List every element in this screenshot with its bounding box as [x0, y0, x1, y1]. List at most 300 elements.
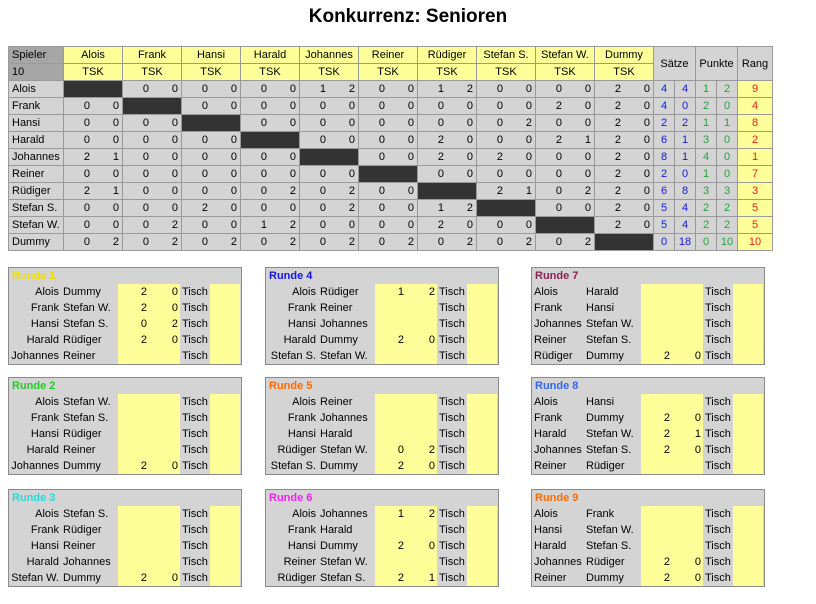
- score-against[interactable]: 0: [329, 166, 359, 183]
- score-for[interactable]: 0: [359, 115, 389, 132]
- score-against[interactable]: 0: [152, 183, 182, 200]
- tisch-number-field[interactable]: [733, 442, 763, 458]
- score-against[interactable]: 0: [329, 115, 359, 132]
- score-for[interactable]: 2: [595, 98, 625, 115]
- score-for[interactable]: 0: [477, 234, 507, 251]
- score-away[interactable]: 0: [672, 410, 703, 426]
- tisch-number-field[interactable]: [467, 426, 497, 442]
- score-against[interactable]: 2: [152, 217, 182, 234]
- score-away[interactable]: 0: [149, 570, 180, 586]
- score-for[interactable]: 0: [64, 166, 94, 183]
- score-home[interactable]: [375, 316, 406, 332]
- score-home[interactable]: [641, 316, 672, 332]
- score-home[interactable]: 2: [641, 554, 672, 570]
- score-for[interactable]: 0: [182, 217, 212, 234]
- score-home[interactable]: [641, 300, 672, 316]
- score-for[interactable]: 0: [359, 183, 389, 200]
- score-for[interactable]: 0: [300, 115, 330, 132]
- score-for[interactable]: 0: [359, 132, 389, 149]
- score-for[interactable]: 0: [241, 200, 271, 217]
- score-for[interactable]: 2: [536, 98, 566, 115]
- tisch-number-field[interactable]: [467, 300, 497, 316]
- score-against[interactable]: 2: [93, 234, 123, 251]
- score-home[interactable]: 2: [375, 538, 406, 554]
- tisch-number-field[interactable]: [733, 506, 763, 522]
- score-for[interactable]: 0: [536, 200, 566, 217]
- score-home[interactable]: [375, 348, 406, 364]
- score-against[interactable]: 0: [624, 115, 654, 132]
- score-against[interactable]: 0: [624, 217, 654, 234]
- score-against[interactable]: 2: [565, 183, 595, 200]
- score-against[interactable]: 0: [152, 200, 182, 217]
- score-for[interactable]: 0: [536, 166, 566, 183]
- tisch-number-field[interactable]: [467, 458, 497, 474]
- tisch-number-field[interactable]: [733, 554, 763, 570]
- score-against[interactable]: 2: [329, 81, 359, 98]
- score-home[interactable]: 2: [641, 442, 672, 458]
- score-for[interactable]: 0: [359, 149, 389, 166]
- score-against[interactable]: 2: [329, 183, 359, 200]
- score-home[interactable]: 1: [375, 506, 406, 522]
- score-away[interactable]: [672, 522, 703, 538]
- score-away[interactable]: [149, 426, 180, 442]
- score-against[interactable]: 0: [624, 98, 654, 115]
- score-against[interactable]: 2: [447, 234, 477, 251]
- score-for[interactable]: 0: [359, 81, 389, 98]
- score-against[interactable]: 0: [211, 98, 241, 115]
- score-home[interactable]: [641, 332, 672, 348]
- tisch-number-field[interactable]: [467, 570, 497, 586]
- score-home[interactable]: [118, 538, 149, 554]
- score-against[interactable]: 0: [388, 115, 418, 132]
- score-home[interactable]: 2: [118, 300, 149, 316]
- score-away[interactable]: [406, 410, 437, 426]
- score-home[interactable]: [118, 394, 149, 410]
- score-for[interactable]: 0: [300, 183, 330, 200]
- score-against[interactable]: 0: [270, 166, 300, 183]
- tisch-number-field[interactable]: [210, 458, 240, 474]
- tisch-number-field[interactable]: [467, 284, 497, 300]
- score-away[interactable]: 0: [406, 538, 437, 554]
- score-home[interactable]: [118, 522, 149, 538]
- score-against[interactable]: 0: [447, 115, 477, 132]
- score-against[interactable]: 2: [329, 200, 359, 217]
- score-away[interactable]: 2: [149, 316, 180, 332]
- score-against[interactable]: 0: [388, 200, 418, 217]
- score-for[interactable]: 0: [418, 98, 448, 115]
- score-away[interactable]: 0: [406, 458, 437, 474]
- score-away[interactable]: 2: [406, 284, 437, 300]
- score-away[interactable]: [672, 316, 703, 332]
- tisch-number-field[interactable]: [467, 410, 497, 426]
- score-for[interactable]: 0: [182, 149, 212, 166]
- tisch-number-field[interactable]: [210, 316, 240, 332]
- score-for[interactable]: 0: [300, 98, 330, 115]
- tisch-number-field[interactable]: [210, 284, 240, 300]
- score-for[interactable]: 0: [64, 115, 94, 132]
- score-home[interactable]: 2: [641, 426, 672, 442]
- score-home[interactable]: [641, 394, 672, 410]
- score-away[interactable]: 0: [149, 300, 180, 316]
- score-home[interactable]: 2: [118, 284, 149, 300]
- score-home[interactable]: 2: [118, 458, 149, 474]
- tisch-number-field[interactable]: [467, 332, 497, 348]
- score-against[interactable]: 0: [388, 132, 418, 149]
- score-away[interactable]: [672, 300, 703, 316]
- score-for[interactable]: 1: [418, 81, 448, 98]
- score-home[interactable]: [375, 554, 406, 570]
- score-away[interactable]: 1: [406, 570, 437, 586]
- score-against[interactable]: 2: [506, 115, 536, 132]
- score-for[interactable]: 0: [182, 234, 212, 251]
- score-away[interactable]: [149, 410, 180, 426]
- score-for[interactable]: 0: [300, 234, 330, 251]
- score-for[interactable]: 0: [123, 234, 153, 251]
- score-away[interactable]: [149, 554, 180, 570]
- score-home[interactable]: [118, 348, 149, 364]
- score-against[interactable]: 2: [270, 234, 300, 251]
- tisch-number-field[interactable]: [210, 348, 240, 364]
- score-for[interactable]: 0: [477, 81, 507, 98]
- score-home[interactable]: [375, 300, 406, 316]
- score-home[interactable]: 2: [375, 570, 406, 586]
- score-for[interactable]: 0: [182, 132, 212, 149]
- score-against[interactable]: 0: [211, 200, 241, 217]
- score-home[interactable]: 0: [118, 316, 149, 332]
- tisch-number-field[interactable]: [733, 538, 763, 554]
- score-for[interactable]: 2: [595, 115, 625, 132]
- score-against[interactable]: 0: [447, 132, 477, 149]
- score-away[interactable]: [672, 458, 703, 474]
- tisch-number-field[interactable]: [467, 506, 497, 522]
- score-for[interactable]: 2: [418, 149, 448, 166]
- tisch-number-field[interactable]: [210, 538, 240, 554]
- score-for[interactable]: 0: [241, 183, 271, 200]
- score-for[interactable]: 2: [595, 183, 625, 200]
- score-for[interactable]: 0: [300, 132, 330, 149]
- score-home[interactable]: [375, 410, 406, 426]
- score-home[interactable]: [118, 410, 149, 426]
- tisch-number-field[interactable]: [210, 332, 240, 348]
- score-for[interactable]: 0: [123, 200, 153, 217]
- score-for[interactable]: 0: [182, 98, 212, 115]
- score-for[interactable]: 0: [182, 183, 212, 200]
- score-against[interactable]: 2: [211, 234, 241, 251]
- tisch-number-field[interactable]: [467, 316, 497, 332]
- score-away[interactable]: [406, 554, 437, 570]
- score-home[interactable]: [118, 506, 149, 522]
- score-against[interactable]: 0: [93, 166, 123, 183]
- score-against[interactable]: 0: [565, 98, 595, 115]
- score-for[interactable]: 0: [359, 217, 389, 234]
- score-against[interactable]: 0: [211, 166, 241, 183]
- score-home[interactable]: 0: [375, 442, 406, 458]
- score-for[interactable]: 0: [536, 115, 566, 132]
- tisch-number-field[interactable]: [210, 410, 240, 426]
- score-against[interactable]: 0: [624, 132, 654, 149]
- score-for[interactable]: 0: [477, 166, 507, 183]
- tisch-number-field[interactable]: [210, 522, 240, 538]
- score-against[interactable]: 2: [270, 183, 300, 200]
- score-away[interactable]: [406, 426, 437, 442]
- score-for[interactable]: 0: [123, 183, 153, 200]
- tisch-number-field[interactable]: [210, 570, 240, 586]
- score-against[interactable]: 0: [506, 149, 536, 166]
- tisch-number-field[interactable]: [210, 506, 240, 522]
- score-against[interactable]: 0: [565, 115, 595, 132]
- score-against[interactable]: 0: [329, 217, 359, 234]
- score-against[interactable]: 0: [624, 166, 654, 183]
- score-against[interactable]: 0: [211, 81, 241, 98]
- score-away[interactable]: 0: [149, 458, 180, 474]
- score-against[interactable]: 2: [152, 234, 182, 251]
- score-for[interactable]: 2: [595, 166, 625, 183]
- tisch-number-field[interactable]: [210, 442, 240, 458]
- score-against[interactable]: 0: [93, 115, 123, 132]
- score-for[interactable]: 0: [300, 217, 330, 234]
- score-home[interactable]: 2: [375, 458, 406, 474]
- score-for[interactable]: 0: [123, 115, 153, 132]
- score-away[interactable]: [149, 348, 180, 364]
- score-for[interactable]: 0: [477, 217, 507, 234]
- score-home[interactable]: 2: [641, 410, 672, 426]
- score-for[interactable]: 1: [300, 81, 330, 98]
- score-away[interactable]: 0: [149, 332, 180, 348]
- score-for[interactable]: 0: [241, 115, 271, 132]
- score-against[interactable]: 0: [93, 217, 123, 234]
- score-against[interactable]: 0: [211, 132, 241, 149]
- score-for[interactable]: 0: [477, 115, 507, 132]
- score-for[interactable]: 0: [241, 149, 271, 166]
- score-against[interactable]: 0: [270, 200, 300, 217]
- score-against[interactable]: 0: [565, 81, 595, 98]
- score-away[interactable]: [149, 394, 180, 410]
- tisch-number-field[interactable]: [467, 538, 497, 554]
- score-against[interactable]: 0: [388, 217, 418, 234]
- score-against[interactable]: 0: [388, 149, 418, 166]
- score-for[interactable]: 0: [359, 200, 389, 217]
- score-home[interactable]: [375, 394, 406, 410]
- score-against[interactable]: 0: [388, 98, 418, 115]
- tisch-number-field[interactable]: [733, 316, 763, 332]
- score-against[interactable]: 1: [565, 132, 595, 149]
- score-away[interactable]: [149, 442, 180, 458]
- score-for[interactable]: 0: [300, 166, 330, 183]
- tisch-number-field[interactable]: [210, 426, 240, 442]
- score-away[interactable]: [406, 348, 437, 364]
- tisch-number-field[interactable]: [467, 554, 497, 570]
- score-for[interactable]: 0: [536, 149, 566, 166]
- score-for[interactable]: 0: [64, 200, 94, 217]
- score-for[interactable]: 2: [477, 183, 507, 200]
- score-against[interactable]: 0: [447, 149, 477, 166]
- score-for[interactable]: 0: [359, 98, 389, 115]
- score-against[interactable]: 0: [93, 132, 123, 149]
- score-away[interactable]: [149, 538, 180, 554]
- score-for[interactable]: 0: [418, 234, 448, 251]
- score-against[interactable]: 0: [152, 81, 182, 98]
- score-against[interactable]: 0: [388, 183, 418, 200]
- score-home[interactable]: [641, 458, 672, 474]
- score-away[interactable]: 0: [672, 554, 703, 570]
- score-away[interactable]: [406, 316, 437, 332]
- tisch-number-field[interactable]: [733, 300, 763, 316]
- score-against[interactable]: 1: [93, 183, 123, 200]
- score-against[interactable]: 2: [388, 234, 418, 251]
- score-for[interactable]: 0: [64, 217, 94, 234]
- score-against[interactable]: 0: [211, 183, 241, 200]
- score-against[interactable]: 2: [329, 234, 359, 251]
- score-home[interactable]: 2: [118, 332, 149, 348]
- score-against[interactable]: 0: [565, 166, 595, 183]
- score-for[interactable]: 2: [418, 217, 448, 234]
- score-against[interactable]: 0: [447, 166, 477, 183]
- score-for[interactable]: 0: [123, 81, 153, 98]
- score-for[interactable]: 2: [64, 183, 94, 200]
- score-home[interactable]: 2: [118, 570, 149, 586]
- score-against[interactable]: 0: [211, 149, 241, 166]
- tisch-number-field[interactable]: [210, 300, 240, 316]
- score-against[interactable]: 0: [329, 98, 359, 115]
- score-against[interactable]: 0: [270, 81, 300, 98]
- score-away[interactable]: 0: [672, 348, 703, 364]
- score-for[interactable]: 0: [477, 132, 507, 149]
- score-home[interactable]: 2: [641, 348, 672, 364]
- score-against[interactable]: 1: [93, 149, 123, 166]
- score-against[interactable]: 2: [447, 81, 477, 98]
- tisch-number-field[interactable]: [467, 522, 497, 538]
- score-for[interactable]: 0: [64, 132, 94, 149]
- score-for[interactable]: 2: [536, 132, 566, 149]
- score-away[interactable]: [406, 522, 437, 538]
- score-for[interactable]: 2: [418, 132, 448, 149]
- score-home[interactable]: [375, 522, 406, 538]
- score-for[interactable]: 0: [418, 115, 448, 132]
- tisch-number-field[interactable]: [733, 348, 763, 364]
- score-away[interactable]: [672, 332, 703, 348]
- score-against[interactable]: 0: [447, 98, 477, 115]
- score-against[interactable]: 0: [565, 149, 595, 166]
- score-away[interactable]: [149, 506, 180, 522]
- score-for[interactable]: 0: [418, 166, 448, 183]
- score-for[interactable]: 2: [595, 149, 625, 166]
- score-for[interactable]: 0: [123, 149, 153, 166]
- score-for[interactable]: 0: [182, 166, 212, 183]
- score-for[interactable]: 1: [241, 217, 271, 234]
- score-away[interactable]: 2: [406, 506, 437, 522]
- score-home[interactable]: [641, 522, 672, 538]
- score-away[interactable]: 0: [672, 442, 703, 458]
- tisch-number-field[interactable]: [733, 426, 763, 442]
- score-against[interactable]: 0: [270, 115, 300, 132]
- score-home[interactable]: [118, 442, 149, 458]
- tisch-number-field[interactable]: [467, 394, 497, 410]
- score-for[interactable]: 0: [182, 81, 212, 98]
- score-against[interactable]: 0: [506, 217, 536, 234]
- score-home[interactable]: [641, 506, 672, 522]
- score-against[interactable]: 2: [270, 217, 300, 234]
- tisch-number-field[interactable]: [733, 410, 763, 426]
- score-for[interactable]: 0: [536, 81, 566, 98]
- score-away[interactable]: [672, 506, 703, 522]
- score-against[interactable]: 2: [565, 234, 595, 251]
- score-home[interactable]: [118, 554, 149, 570]
- score-against[interactable]: 0: [624, 200, 654, 217]
- score-for[interactable]: 0: [241, 234, 271, 251]
- score-for[interactable]: 0: [477, 98, 507, 115]
- tisch-number-field[interactable]: [733, 394, 763, 410]
- score-against[interactable]: 0: [270, 149, 300, 166]
- score-against[interactable]: 1: [506, 183, 536, 200]
- tisch-number-field[interactable]: [467, 442, 497, 458]
- score-against[interactable]: 0: [506, 81, 536, 98]
- score-against[interactable]: 0: [152, 149, 182, 166]
- tisch-number-field[interactable]: [733, 522, 763, 538]
- score-for[interactable]: 0: [64, 234, 94, 251]
- score-for[interactable]: 0: [241, 81, 271, 98]
- score-away[interactable]: [406, 300, 437, 316]
- score-for[interactable]: 1: [418, 200, 448, 217]
- score-against[interactable]: 0: [270, 98, 300, 115]
- tisch-number-field[interactable]: [733, 458, 763, 474]
- score-home[interactable]: [375, 426, 406, 442]
- score-for[interactable]: 0: [241, 98, 271, 115]
- score-against[interactable]: 0: [388, 81, 418, 98]
- score-for[interactable]: 0: [536, 234, 566, 251]
- score-home[interactable]: [641, 284, 672, 300]
- score-for[interactable]: 0: [64, 98, 94, 115]
- score-home[interactable]: 1: [375, 284, 406, 300]
- score-for[interactable]: 0: [359, 234, 389, 251]
- score-away[interactable]: [406, 394, 437, 410]
- score-away[interactable]: 0: [149, 284, 180, 300]
- score-for[interactable]: 0: [123, 132, 153, 149]
- score-away[interactable]: 0: [672, 570, 703, 586]
- score-against[interactable]: 2: [447, 200, 477, 217]
- score-for[interactable]: 2: [595, 200, 625, 217]
- tisch-number-field[interactable]: [733, 332, 763, 348]
- score-for[interactable]: 2: [595, 132, 625, 149]
- score-against[interactable]: 0: [152, 166, 182, 183]
- score-against[interactable]: 2: [506, 234, 536, 251]
- score-away[interactable]: [672, 394, 703, 410]
- score-away[interactable]: [149, 522, 180, 538]
- score-for[interactable]: 0: [123, 217, 153, 234]
- score-home[interactable]: 2: [641, 570, 672, 586]
- score-against[interactable]: 0: [624, 183, 654, 200]
- score-away[interactable]: 2: [406, 442, 437, 458]
- score-home[interactable]: [118, 426, 149, 442]
- score-away[interactable]: [672, 284, 703, 300]
- score-against[interactable]: 0: [624, 149, 654, 166]
- score-against[interactable]: 0: [447, 217, 477, 234]
- score-for[interactable]: 0: [536, 183, 566, 200]
- score-against[interactable]: 0: [93, 98, 123, 115]
- score-against[interactable]: 0: [624, 81, 654, 98]
- score-for[interactable]: 2: [595, 217, 625, 234]
- tisch-number-field[interactable]: [210, 554, 240, 570]
- score-against[interactable]: 0: [565, 200, 595, 217]
- tisch-number-field[interactable]: [733, 284, 763, 300]
- score-against[interactable]: 0: [329, 132, 359, 149]
- score-against[interactable]: 0: [93, 200, 123, 217]
- score-for[interactable]: 2: [182, 200, 212, 217]
- score-against[interactable]: 0: [506, 98, 536, 115]
- score-for[interactable]: 0: [241, 166, 271, 183]
- tisch-number-field[interactable]: [733, 570, 763, 586]
- score-home[interactable]: [641, 538, 672, 554]
- score-against[interactable]: 0: [152, 115, 182, 132]
